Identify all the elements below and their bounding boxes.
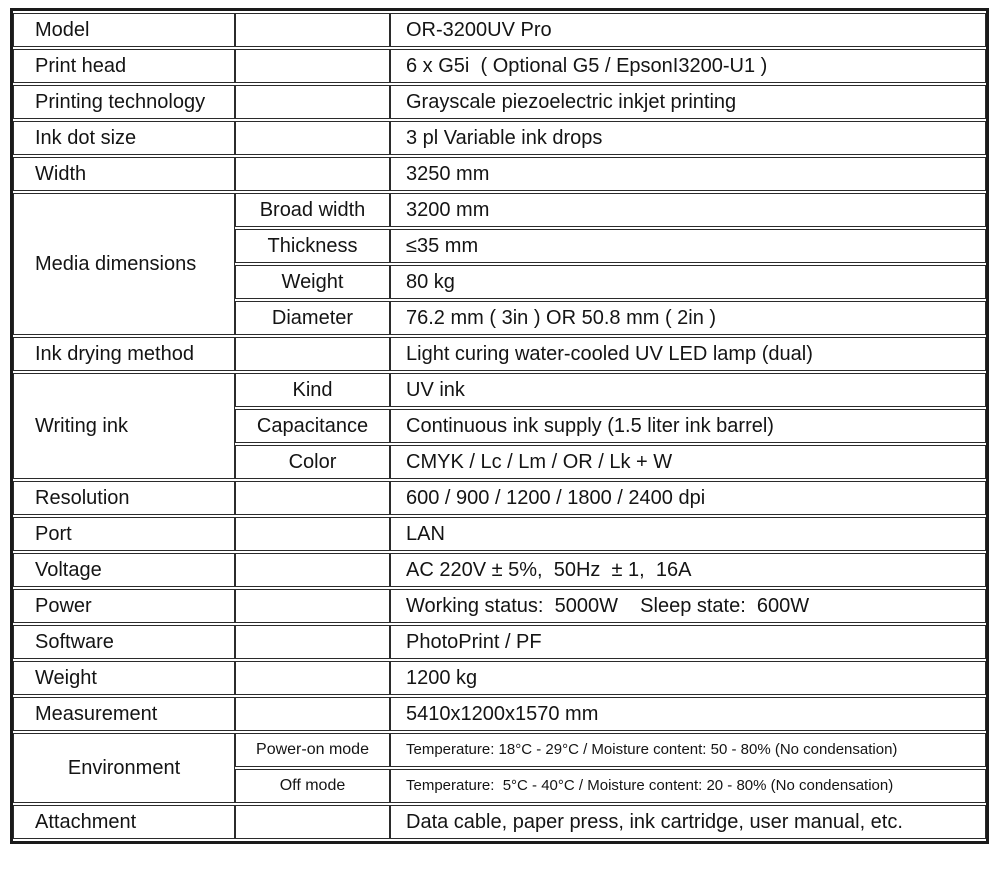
spec-subcategory: Broad width: [235, 193, 390, 227]
table-row-voltage: [13, 553, 986, 587]
empty-cell: [235, 13, 390, 47]
spec-value: 3 pl Variable ink drops: [390, 121, 986, 155]
empty-cell: [235, 85, 390, 119]
spec-label: Ink dot size: [13, 121, 235, 155]
spec-label-writing-ink: Writing ink: [13, 373, 235, 479]
spec-value: CMYK / Lc / Lm / OR / Lk + W: [390, 445, 986, 479]
spec-label: Port: [13, 517, 235, 551]
spec-value: AC 220V ± 5%, 50Hz ± 1, 16A: [390, 553, 986, 587]
spec-value: Grayscale piezoelectric inkjet printing: [390, 85, 986, 119]
empty-cell: [235, 625, 390, 659]
spec-value: 3250 mm: [390, 157, 986, 191]
empty-cell: [235, 697, 390, 731]
table-row-printing-technology: [13, 85, 986, 119]
spec-value: Continuous ink supply (1.5 liter ink barrel): [390, 409, 986, 443]
spec-subcategory: Kind: [235, 373, 390, 407]
spec-value: Temperature: 5°C - 40°C / Moisture content: 20 - 80% (No condensation): [390, 769, 986, 803]
spec-subcategory: Capacitance: [235, 409, 390, 443]
empty-cell: [235, 517, 390, 551]
spec-subcategory: Power-on mode: [235, 733, 390, 767]
spec-value: OR-3200UV Pro: [390, 13, 986, 47]
table-row-port: [13, 517, 986, 551]
spec-value: Data cable, paper press, ink cartridge, user manual, etc.: [390, 805, 986, 839]
spec-value: 76.2 mm ( 3in ) OR 50.8 mm ( 2in ): [390, 301, 986, 335]
spec-value: 3200 mm: [390, 193, 986, 227]
spec-label: Ink drying method: [13, 337, 235, 371]
spec-label: Voltage: [13, 553, 235, 587]
table-row-weight: [13, 661, 986, 695]
empty-cell: [235, 337, 390, 371]
empty-cell: [235, 589, 390, 623]
spec-label: Printing technology: [13, 85, 235, 119]
spec-value: Light curing water-cooled UV LED lamp (dual): [390, 337, 986, 371]
spec-value: ≤35 mm: [390, 229, 986, 263]
spec-label: Resolution: [13, 481, 235, 515]
spec-value: 6 x G5i ( Optional G5 / EpsonI3200-U1 ): [390, 49, 986, 83]
spec-subcategory: Color: [235, 445, 390, 479]
spec-value: 600 / 900 / 1200 / 1800 / 2400 dpi: [390, 481, 986, 515]
table-row-ink-dot-size: [13, 121, 986, 155]
table-row-environment-power-on: [13, 733, 986, 767]
spec-subcategory: Off mode: [235, 769, 390, 803]
spec-subcategory: Weight: [235, 265, 390, 299]
empty-cell: [235, 121, 390, 155]
empty-cell: [235, 157, 390, 191]
spec-label: Attachment: [13, 805, 235, 839]
spec-table: [10, 8, 989, 844]
spec-label: Weight: [13, 661, 235, 695]
spec-label-media-dimensions: Media dimensions: [13, 193, 235, 335]
spec-value: 5410x1200x1570 mm: [390, 697, 986, 731]
table-row-resolution: [13, 481, 986, 515]
spec-value: UV ink: [390, 373, 986, 407]
spec-value: LAN: [390, 517, 986, 551]
table-row-print-head: [13, 49, 986, 83]
spec-label-environment: Environment: [13, 733, 235, 803]
spec-label: Software: [13, 625, 235, 659]
spec-value: 80 kg: [390, 265, 986, 299]
table-row-measurement: [13, 697, 986, 731]
empty-cell: [235, 553, 390, 587]
spec-label: Print head: [13, 49, 235, 83]
spec-label: Width: [13, 157, 235, 191]
spec-subcategory: Diameter: [235, 301, 390, 335]
table-row-media-broad-width: [13, 193, 986, 227]
spec-label: Power: [13, 589, 235, 623]
table-row-ink-kind: [13, 373, 986, 407]
table-row-width: [13, 157, 986, 191]
empty-cell: [235, 661, 390, 695]
table-row-software: [13, 625, 986, 659]
table-row-ink-drying-method: [13, 337, 986, 371]
spec-value: PhotoPrint / PF: [390, 625, 986, 659]
spec-label: Measurement: [13, 697, 235, 731]
table-row-attachment: [13, 805, 986, 839]
spec-value: Working status: 5000W Sleep state: 600W: [390, 589, 986, 623]
spec-value: Temperature: 18°C - 29°C / Moisture content: 50 - 80% (No condensation): [390, 733, 986, 767]
spec-label: Model: [13, 13, 235, 47]
empty-cell: [235, 49, 390, 83]
empty-cell: [235, 481, 390, 515]
table-row-power: [13, 589, 986, 623]
empty-cell: [235, 805, 390, 839]
table-row-model: [13, 13, 986, 47]
spec-subcategory: Thickness: [235, 229, 390, 263]
spec-value: 1200 kg: [390, 661, 986, 695]
